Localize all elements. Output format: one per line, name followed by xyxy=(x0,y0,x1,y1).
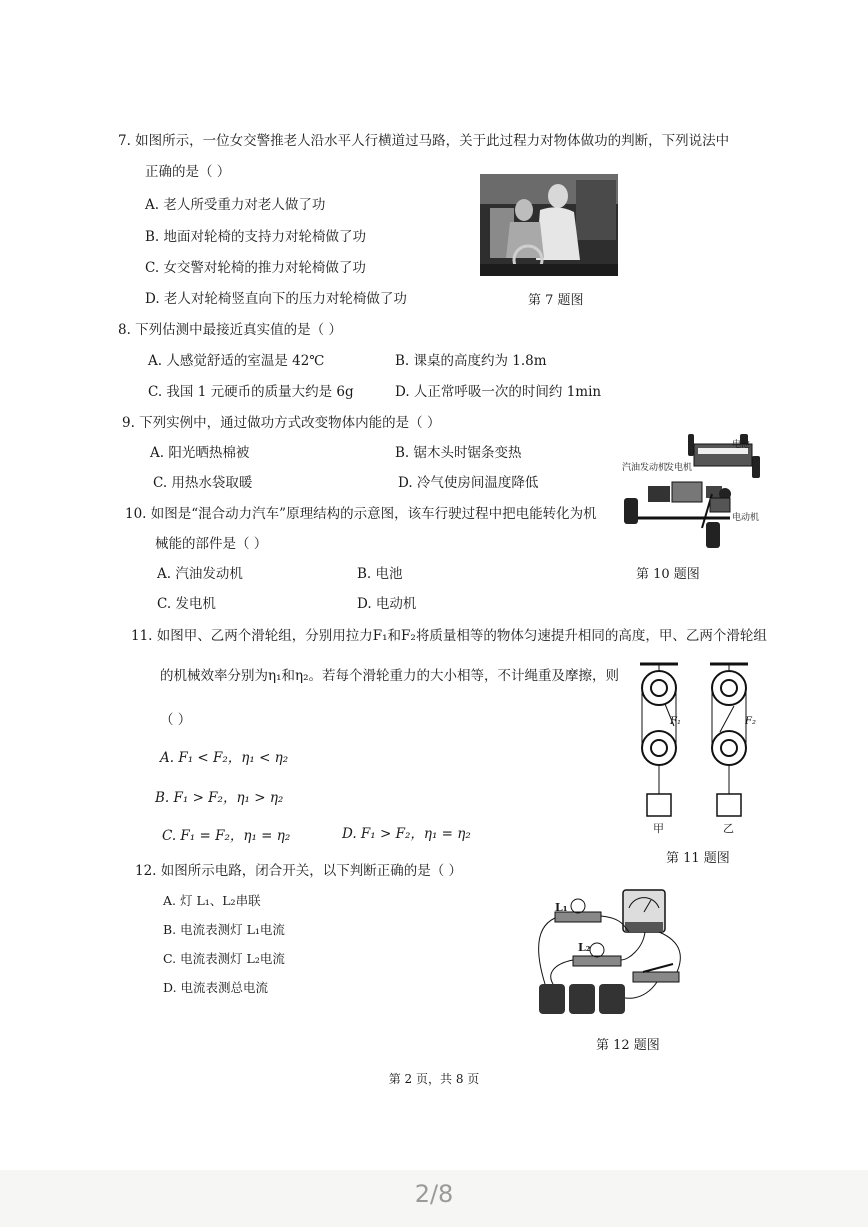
q11-label-jia: 甲 xyxy=(653,822,664,835)
q8-option-b: B. 课桌的高度约为 1.8m xyxy=(395,353,547,369)
q12-option-c: C. 电流表测灯 L₂电流 xyxy=(163,951,285,966)
q7-stem-line1: 7. 如图所示，一位女交警推老人沿水平人行横道过马路，关于此过程力对物体做功的判断，下列说法中 xyxy=(118,133,730,149)
q11-pulley-diagram xyxy=(630,660,770,838)
q11-stem-line3: （ ） xyxy=(160,712,192,728)
q11-label-f1: F₁ xyxy=(670,716,681,727)
q8-stem: 8. 下列估测中最接近真实值的是（ ） xyxy=(118,322,342,338)
q7-option-d: D. 老人对轮椅竖直向下的压力对轮椅做了功 xyxy=(145,291,407,307)
q11-caption: 第 11 题图 xyxy=(666,851,730,866)
q9-option-c: C. 用热水袋取暖 xyxy=(153,475,253,491)
q10-option-c: C. 发电机 xyxy=(157,596,216,612)
q11-option-c: C. F₁ = F₂，η₁ = η₂ xyxy=(162,828,291,844)
q12-option-d: D. 电流表测总电流 xyxy=(163,980,269,995)
q11-label-f2: F₂ xyxy=(745,716,756,727)
q10-label-motor: 电动机 xyxy=(732,513,760,523)
q11-stem-line2: 的机械效率分别为η₁和η₂。若每个滑轮重力的大小相等，不计绳重及摩擦，则 xyxy=(160,668,619,684)
q8-option-d: D. 人正常呼吸一次的时间约 1min xyxy=(395,384,602,400)
q11-stem-line1: 11. 如图甲、乙两个滑轮组，分别用拉力F₁和F₂将质量相等的物体匀速提升相同的高度，甲、乙两个滑轮组 xyxy=(131,628,767,644)
q9-option-a: A. 阳光晒热棉被 xyxy=(150,445,250,461)
q8-option-c: C. 我国 1 元硬币的质量大约是 6g xyxy=(148,384,354,400)
q10-stem-line1: 10. 如图是“混合动力汽车”原理结构的示意图，该车行驶过程中把电能转化为机 xyxy=(125,506,597,522)
q12-caption: 第 12 题图 xyxy=(596,1038,660,1053)
q10-caption: 第 10 题图 xyxy=(636,567,700,582)
q10-label-generator: 发电机 xyxy=(665,463,693,473)
q11-option-a: A. F₁ < F₂，η₁ < η₂ xyxy=(160,750,289,766)
q10-option-a: A. 汽油发动机 xyxy=(157,566,243,582)
q12-label-l1: L₁ xyxy=(555,901,568,914)
q8-option-a: A. 人感觉舒适的室温是 42℃ xyxy=(148,353,325,369)
page-counter: 2/8 xyxy=(414,1180,454,1208)
q11-option-d: D. F₁ > F₂，η₁ = η₂ xyxy=(342,826,471,842)
q11-option-b: B. F₁ > F₂，η₁ > η₂ xyxy=(155,790,284,806)
q7-option-b: B. 地面对轮椅的支持力对轮椅做了功 xyxy=(145,229,367,245)
q10-option-d: D. 电动机 xyxy=(357,596,417,612)
page-footer: 第 2 页，共 8 页 xyxy=(388,1072,480,1086)
q12-option-b: B. 电流表测灯 L₁电流 xyxy=(163,922,285,937)
q7-option-a: A. 老人所受重力对老人做了功 xyxy=(145,197,326,213)
q10-label-battery: 电池 xyxy=(732,440,751,450)
q12-option-a: A. 灯 L₁、L₂串联 xyxy=(163,893,261,908)
q10-stem-line2: 械能的部件是（ ） xyxy=(155,536,268,552)
q12-stem: 12. 如图所示电路，闭合开关，以下判断正确的是（ ） xyxy=(135,863,463,879)
q10-option-b: B. 电池 xyxy=(357,566,403,582)
q9-stem: 9. 下列实例中，通过做功方式改变物体内能的是（ ） xyxy=(122,415,441,431)
q7-option-c: C. 女交警对轮椅的推力对轮椅做了功 xyxy=(145,260,366,276)
q9-option-d: D. 冷气使房间温度降低 xyxy=(398,475,539,491)
q7-photo xyxy=(480,174,618,276)
q11-label-yi: 乙 xyxy=(723,822,734,835)
q7-stem-line2: 正确的是（ ） xyxy=(145,164,231,180)
q7-caption: 第 7 题图 xyxy=(528,293,584,308)
q9-option-b: B. 锯木头时锯条变热 xyxy=(395,445,522,461)
q12-label-l2: L₂ xyxy=(578,941,591,954)
q10-label-engine: 汽油发动机 xyxy=(622,463,668,473)
